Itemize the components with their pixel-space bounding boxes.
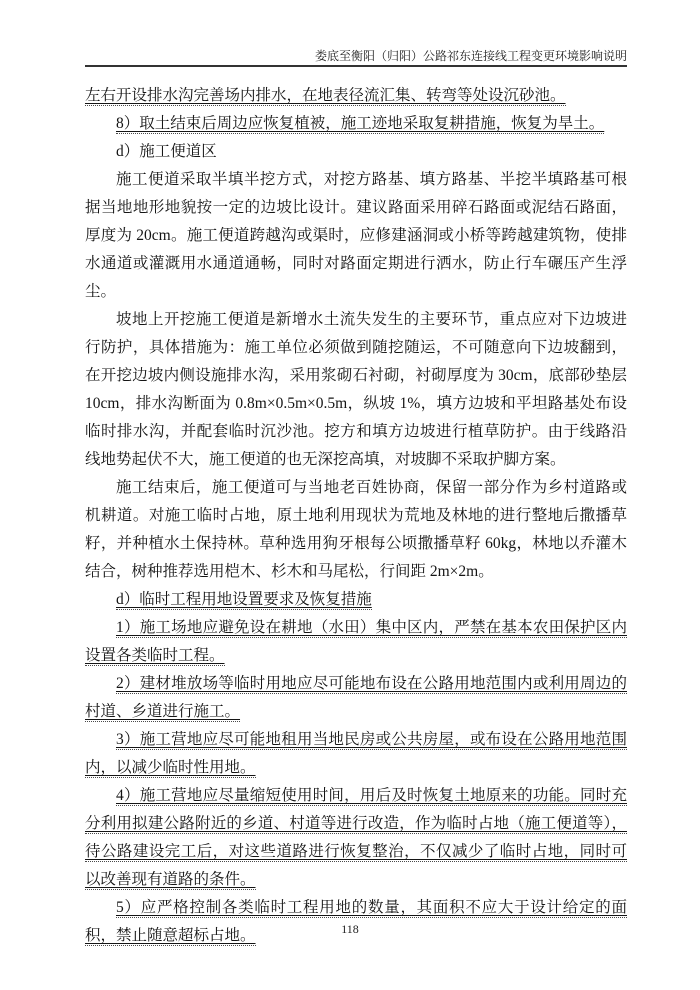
paragraph: [85, 586, 627, 614]
paragraph: [85, 670, 627, 726]
paragraph: [85, 138, 627, 166]
inserted-text: 左右开设排水沟完善场内排水，在地表径流汇集、转弯等处设沉砂池。: [85, 87, 566, 104]
inserted-text: 3）施工营地应尽可能地租用当地民房或公共房屋，或布设在公路用地范围内，以减少临时性用地。: [85, 731, 627, 776]
paragraph: [85, 726, 627, 782]
page-number: 118: [341, 922, 359, 936]
body-text: 施工便道采取半填半挖方式，对挖方路基、填方路基、半挖半填路基可根据当地地形地貌按一定的边坡比设计。建议路面采用碎石路面或泥结石路面，厚度为 20cm。施工便道跨越沟或渠时，应修建涵洞或小桥等跨越建筑物，使排水通道或灌溉用水通道通畅，同时对路面定期进行洒水，防止行车碾压产生浮尘。: [85, 171, 627, 300]
inserted-text: 5）应严格控制各类临时工程用地的数量，其面积不应大于设计给定的面积，禁止随意超标占地。: [85, 899, 627, 944]
paragraph: [85, 306, 627, 474]
inserted-text: 1）施工场地应避免设在耕地（水田）集中区内，严禁在基本农田保护区内设置各类临时工程。: [85, 619, 627, 664]
body-text: 施工结束后，施工便道可与当地老百姓协商，保留一部分作为乡村道路或机耕道。对施工临时占地，原土地利用现状为荒地及林地的进行整地后撒播草籽，并种植水土保持林。草种选用狗牙根每公顷撒播草籽 60kg，林地以乔灌木结合，树种推荐选用桤木、杉木和马尾松，行间距 2m×2m。: [85, 479, 627, 580]
paragraph: [85, 782, 627, 894]
body-text: 坡地上开挖施工便道是新增水土流失发生的主要环节，重点应对下边坡进行防护，具体措施为：施工单位必须做到随挖随运，不可随意向下边坡翻到，在开挖边坡内侧设施排水沟，采用浆砌石衬砌，衬砌厚度为 30cm，底部砂垫层 10cm，排水沟断面为 0.8m×0.5m×0.5m，纵坡 1%，填方边坡和平坦路基处布设临时排水沟，并配套临时沉沙池。挖方和填方边坡进行植草防护。由于线路沿线地势起伏不大，施工便道的也无深挖高填，对坡脚不采取护脚方案。: [85, 311, 627, 468]
inserted-text: d）临时工程用地设置要求及恢复措施: [116, 591, 372, 608]
paragraph: [85, 474, 627, 586]
paragraph: [85, 614, 627, 670]
paragraph: [85, 82, 627, 110]
header-rule: [85, 65, 627, 67]
header-title: 娄底至衡阳（归阳）公路祁东连接线工程变更环境影响说明: [314, 49, 627, 63]
paragraph: [85, 166, 627, 306]
inserted-text: 4）施工营地应尽量缩短使用时间，用后及时恢复土地原来的功能。同时充分利用拟建公路附近的乡道、村道等进行改造，作为临时占地（施工便道等），待公路建设完工后，对这些道路进行恢复整治，不仅减少了临时占地，同时可以改善现有道路的条件。: [85, 787, 627, 888]
inserted-text: 2）建材堆放场等临时用地应尽可能地布设在公路用地范围内或利用周边的村道、乡道进行施工。: [85, 675, 627, 720]
inserted-text: 8）取土结束后周边应恢复植被，施工迹地采取复耕措施，恢复为旱土。: [116, 115, 605, 132]
paragraph: [85, 110, 627, 138]
document-body: [85, 82, 627, 950]
page-footer: [0, 922, 700, 937]
body-text: d）施工便道区: [116, 143, 217, 160]
